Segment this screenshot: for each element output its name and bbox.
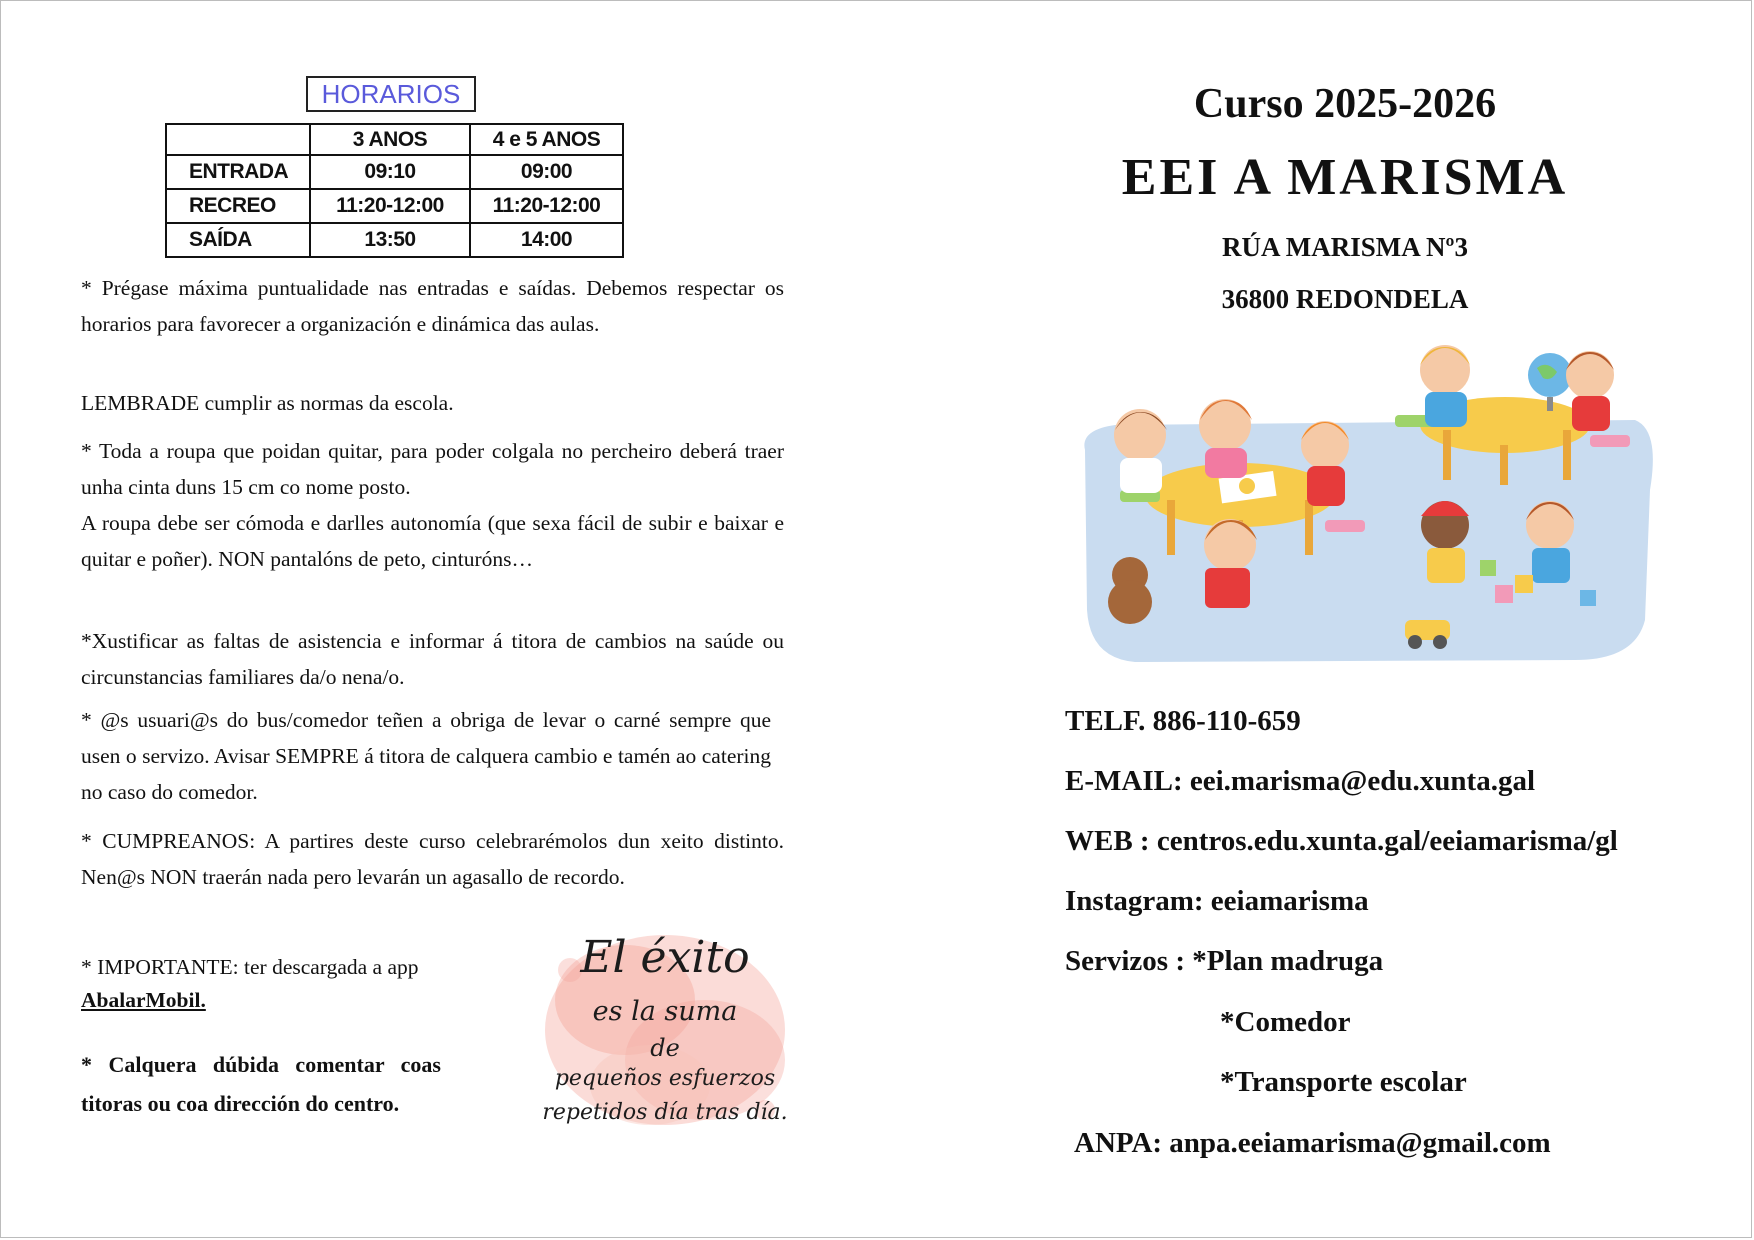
schedule-table bbox=[165, 123, 624, 258]
table-header-cell: 3 ANOS bbox=[310, 124, 470, 155]
child-figure bbox=[1566, 351, 1614, 431]
table-row bbox=[166, 155, 623, 189]
table-cell: RECREO bbox=[166, 189, 310, 223]
table-cell: 11:20-12:00 bbox=[470, 189, 623, 223]
address-street: RÚA MARISMA Nº3 bbox=[1222, 232, 1468, 262]
child-figure bbox=[1421, 501, 1469, 583]
table-row bbox=[166, 189, 623, 223]
table-cell: 09:10 bbox=[310, 155, 470, 189]
services-line: Servizos : *Plan madruga bbox=[1065, 945, 1384, 977]
child-figure bbox=[1114, 409, 1167, 493]
table-cell: ENTRADA bbox=[166, 155, 310, 189]
service-comedor: *Comedor bbox=[1220, 1006, 1351, 1038]
child-figure bbox=[1420, 345, 1470, 427]
address-city: 36800 REDONDELA bbox=[1221, 284, 1469, 314]
table-header-cell bbox=[166, 124, 310, 155]
service-transporte: *Transporte escolar bbox=[1220, 1066, 1467, 1098]
table-header-cell: 4 e 5 ANOS bbox=[470, 124, 623, 155]
phone-line: TELF. 886-110-659 bbox=[1065, 705, 1301, 737]
child-figure bbox=[1526, 501, 1574, 583]
course-title: Curso 2025-2026 bbox=[1193, 81, 1497, 127]
quote-line: pequeños esfuerzos bbox=[554, 1066, 776, 1091]
note-importante: * IMPORTANTE: ter descargada a app bbox=[81, 955, 419, 979]
table-cell: 13:50 bbox=[310, 223, 470, 257]
children-classroom-illustration-icon bbox=[1075, 340, 1655, 670]
note-lembrade: LEMBRADE cumplir as normas da escola. bbox=[81, 391, 454, 415]
table-row bbox=[166, 223, 623, 257]
instagram-line: Instagram: eeiamarisma bbox=[1065, 885, 1369, 917]
note-faltas: *Xustificar as faltas de asistencia e informar á titora de cambios na saúde ou circunstancias familiares da/o nena/o. bbox=[81, 629, 784, 689]
web-line: WEB : centros.edu.xunta.gal/eeiamarisma/gl bbox=[1065, 825, 1618, 857]
table-header-row bbox=[166, 124, 623, 155]
note-duda: * Calquera dúbida comentar coas titoras ou coa dirección do centro. bbox=[81, 1052, 441, 1116]
note-roupa-cinta: * Toda a roupa que poidan quitar, para poder colgala no percheiro deberá traer unha cinta duns 15 cm co nome posto. bbox=[81, 439, 784, 499]
quote-line: es la suma bbox=[592, 996, 738, 1027]
quote-line: repetidos día tras día. bbox=[542, 1100, 788, 1125]
quote-line: El éxito bbox=[580, 932, 750, 983]
app-name-link: AbalarMobil. bbox=[81, 988, 206, 1012]
anpa-line: ANPA: anpa.eeiamarisma@gmail.com bbox=[1074, 1127, 1551, 1159]
note-cumpreanos: * CUMPREANOS: A partires deste curso celebrarémolos dun xeito distinto. Nen@s NON traerán nada pero levarán un agasallo de recordo. bbox=[81, 829, 784, 889]
quote-text bbox=[530, 910, 800, 1160]
table-cell: 14:00 bbox=[470, 223, 623, 257]
note-puntualidade: * Prégase máxima puntualidade nas entradas e saídas. Debemos respectar os horarios para favorecer a organización e dinámica das aulas. bbox=[81, 276, 784, 336]
table-cell: SAÍDA bbox=[166, 223, 310, 257]
quote-line: de bbox=[650, 1034, 680, 1062]
note-bus-comedor: * @s usuari@s do bus/comedor teñen a obriga de levar o carné sempre que usen o servizo. Avisar SEMPRE á titora de calquera cambio e tamén ao catering no caso do comedor. bbox=[81, 708, 771, 804]
note-roupa-comoda: A roupa debe ser cómoda e darlles autonomía (que sexa fácil de subir e baixar e quitar e poñer). NON pantalóns de peto, cinturóns… bbox=[81, 511, 784, 571]
school-name: EEI A MARISMA bbox=[1121, 149, 1569, 206]
horarios-title: HORARIOS bbox=[306, 76, 476, 112]
child-figure bbox=[1199, 399, 1252, 478]
table-cell: 09:00 bbox=[470, 155, 623, 189]
quote-graphic bbox=[530, 910, 800, 1160]
email-line: E-MAIL: eei.marisma@edu.xunta.gal bbox=[1065, 765, 1536, 797]
table-cell: 11:20-12:00 bbox=[310, 189, 470, 223]
